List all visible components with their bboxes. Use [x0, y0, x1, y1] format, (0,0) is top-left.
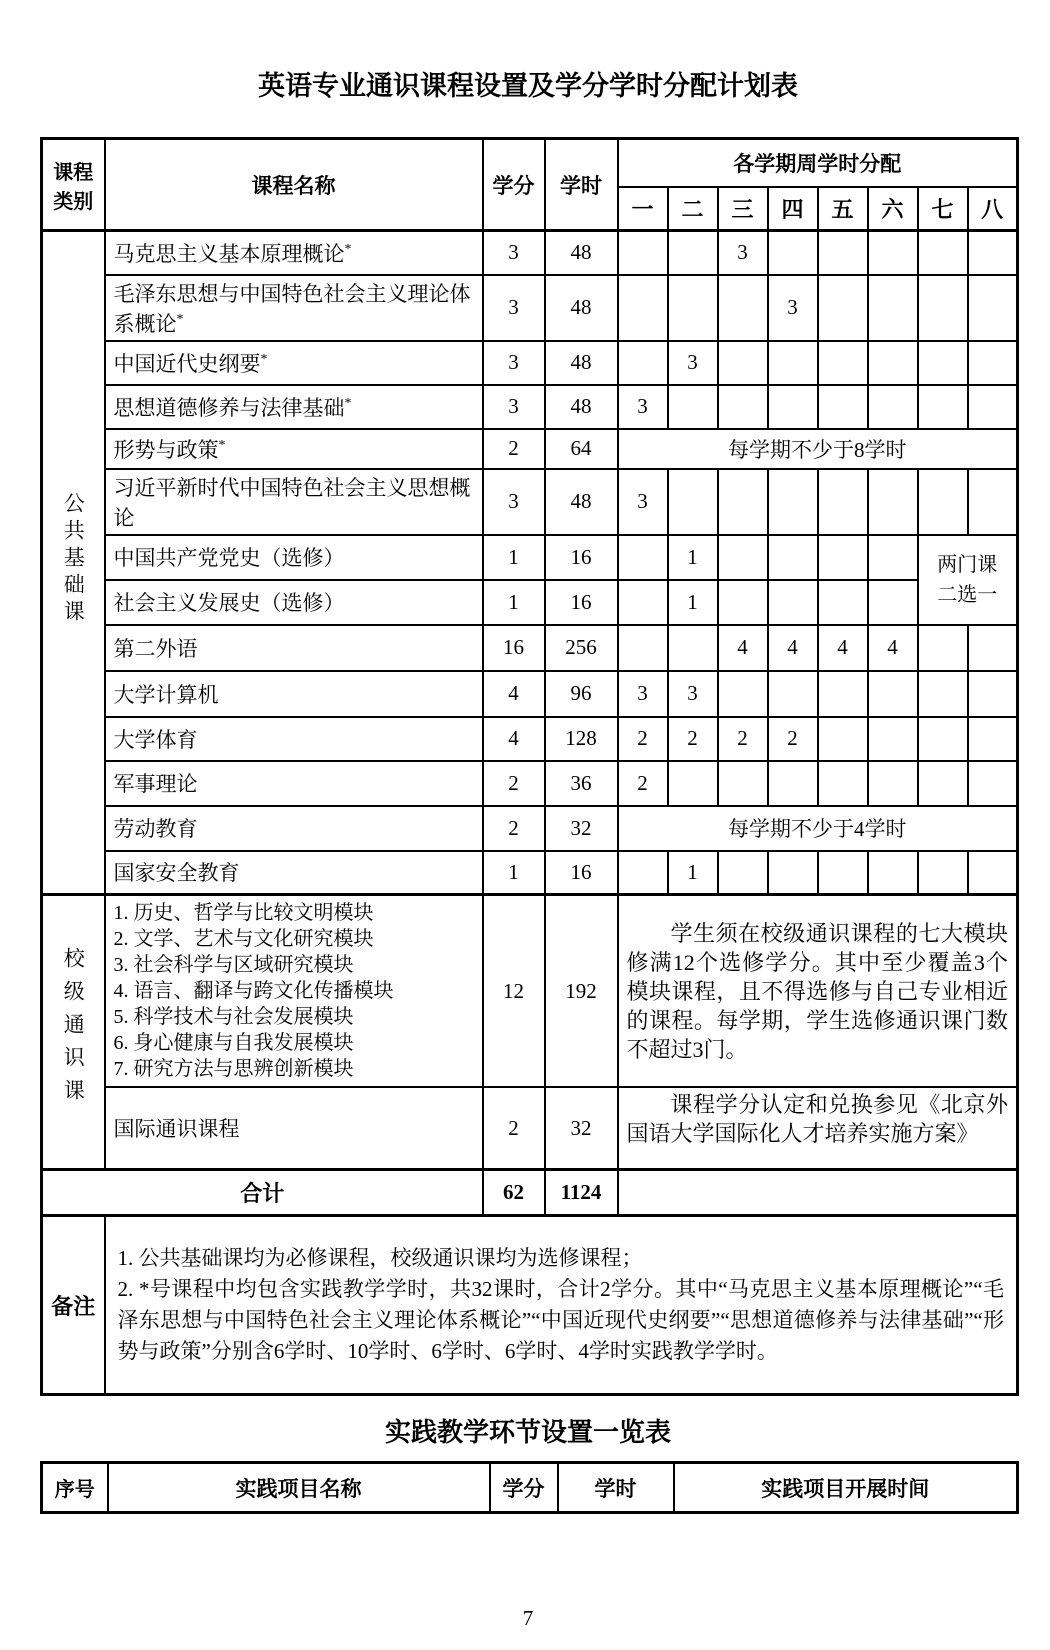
remarks-row	[42, 1216, 1018, 1395]
course-row	[42, 806, 1018, 851]
intl-course-note: 课程学分认定和兑换参见《北京外国语大学国际化人才培养实施方案》	[618, 1087, 1018, 1170]
required-star: *	[344, 395, 352, 411]
semester-cell: 2	[618, 761, 668, 806]
semester-cell	[618, 341, 668, 385]
remark-line: 1. 公共基础课均为必修课程，校级通识课均为选修课程；	[117, 1246, 643, 1270]
semester-cell	[968, 851, 1018, 895]
course-name-cell: 形势与政策*	[105, 429, 483, 469]
hours-cell: 48	[545, 385, 618, 429]
semester-cell: 3	[768, 275, 818, 341]
semester-cell	[818, 717, 868, 761]
credits-cell: 3	[483, 275, 545, 341]
total-credits: 62	[483, 1170, 545, 1216]
semester-cell	[918, 851, 968, 895]
semester-cell	[818, 851, 868, 895]
course-name-cell: 大学体育	[105, 717, 483, 761]
semester-cell	[918, 761, 968, 806]
semester-cell	[618, 851, 668, 895]
course-name-cell: 社会主义发展史（选修）	[105, 580, 483, 625]
practice-header-index: 序号	[42, 1463, 108, 1513]
credits-cell: 3	[483, 231, 545, 275]
semester-cell	[768, 231, 818, 275]
header-category: 课程类别	[42, 139, 105, 231]
semester-cell	[668, 275, 718, 341]
semester-cell	[618, 275, 668, 341]
semester-cell: 3	[718, 231, 768, 275]
course-row	[42, 535, 1018, 580]
credits-cell: 1	[483, 580, 545, 625]
semester-cell	[768, 341, 818, 385]
semester-cell	[718, 535, 768, 580]
course-row	[42, 625, 1018, 671]
semester-cell	[968, 275, 1018, 341]
semester-cell	[968, 717, 1018, 761]
credits-cell: 3	[483, 385, 545, 429]
course-name-cell: 第二外语	[105, 625, 483, 671]
semester-cell	[818, 231, 868, 275]
hours-cell: 48	[545, 231, 618, 275]
credits-cell: 3	[483, 341, 545, 385]
header-sem-2: 二	[668, 187, 718, 231]
page-title: 英语专业通识课程设置及学分学时分配计划表	[258, 71, 798, 101]
semester-cell	[668, 761, 718, 806]
hours-cell: 64	[545, 429, 618, 469]
page-number: 7	[522, 1606, 534, 1630]
semester-cell	[818, 580, 868, 625]
semester-cell	[668, 469, 718, 535]
module-item: 7. 研究方法与思辨创新模块	[113, 1058, 354, 1080]
semester-cell	[618, 231, 668, 275]
credits-cell: 4	[483, 671, 545, 717]
semester-cell	[718, 671, 768, 717]
credits-cell: 12	[483, 895, 545, 1088]
semester-cell: 3	[668, 671, 718, 717]
module-note: 学生须在校级通识课程的七大模块修满12个选修学分。其中至少覆盖3个模块课程，且不得选修与自己专业相近的课程。每学期，学生选修通识课门数不超过3门。	[618, 895, 1018, 1088]
semester-cell	[718, 385, 768, 429]
hours-cell: 48	[545, 275, 618, 341]
semester-cell	[818, 275, 868, 341]
credits-cell: 16	[483, 625, 545, 671]
course-row	[42, 717, 1018, 761]
semester-cell: 3	[668, 341, 718, 385]
course-row	[42, 275, 1018, 341]
total-hours: 1124	[545, 1170, 618, 1216]
semester-cell	[718, 761, 768, 806]
course-allocation-table	[40, 137, 1019, 1396]
header-sem-7: 七	[918, 187, 968, 231]
semester-span-note: 每学期不少于8学时	[618, 429, 1018, 469]
total-row	[42, 1170, 1018, 1216]
semester-cell	[768, 761, 818, 806]
semester-cell	[868, 275, 918, 341]
semester-cell	[868, 385, 918, 429]
course-name-cell: 国际通识课程	[105, 1087, 483, 1170]
semester-cell: 1	[668, 535, 718, 580]
hours-cell: 32	[545, 1087, 618, 1170]
semester-cell	[718, 275, 768, 341]
semester-cell	[968, 385, 1018, 429]
header-sem-1: 一	[618, 187, 668, 231]
course-row	[42, 851, 1018, 895]
header-row-1	[42, 139, 1018, 187]
practice-header-time: 实践项目开展时间	[674, 1463, 1018, 1513]
header-semester-group: 各学期周学时分配	[618, 139, 1018, 187]
semester-cell	[818, 385, 868, 429]
header-hours: 学时	[545, 139, 618, 231]
semester-cell	[918, 275, 968, 341]
semester-cell	[968, 469, 1018, 535]
semester-cell	[868, 671, 918, 717]
semester-cell	[868, 761, 918, 806]
semester-cell	[718, 580, 768, 625]
category-school-general: 校级通识课	[42, 895, 105, 1170]
practice-header-row	[42, 1463, 1018, 1513]
hours-cell: 16	[545, 851, 618, 895]
semester-cell	[868, 580, 918, 625]
module-item: 6. 身心健康与自我发展模块	[113, 1032, 354, 1054]
total-label: 合计	[42, 1170, 483, 1216]
semester-cell	[968, 625, 1018, 671]
course-name-cell: 思想道德修养与法律基础*	[105, 385, 483, 429]
course-row	[42, 429, 1018, 469]
semester-cell	[768, 671, 818, 717]
semester-cell	[718, 341, 768, 385]
semester-cell: 4	[768, 625, 818, 671]
semester-cell	[868, 535, 918, 580]
semester-cell	[818, 671, 868, 717]
course-name-cell: 中国共产党党史（选修）	[105, 535, 483, 580]
practice-table	[40, 1461, 1019, 1514]
module-item: 3. 社会科学与区域研究模块	[113, 954, 354, 976]
hours-cell: 256	[545, 625, 618, 671]
module-item: 1. 历史、哲学与比较文明模块	[113, 902, 374, 924]
header-course-name: 课程名称	[105, 139, 483, 231]
hours-cell: 48	[545, 469, 618, 535]
module-list	[105, 895, 483, 1088]
course-name-cell: 毛泽东思想与中国特色社会主义理论体系概论*	[105, 275, 483, 341]
semester-cell	[868, 717, 918, 761]
module-item: 4. 语言、翻译与跨文化传播模块	[113, 980, 394, 1002]
course-row	[42, 231, 1018, 275]
course-row	[42, 671, 1018, 717]
semester-cell	[768, 851, 818, 895]
required-star: *	[344, 241, 352, 257]
course-name-cell: 军事理论	[105, 761, 483, 806]
semester-cell	[668, 625, 718, 671]
hours-cell: 16	[545, 580, 618, 625]
semester-cell	[618, 535, 668, 580]
credits-cell: 3	[483, 469, 545, 535]
header-credits: 学分	[483, 139, 545, 231]
semester-cell: 4	[718, 625, 768, 671]
module-item: 5. 科学技术与社会发展模块	[113, 1006, 354, 1028]
course-row	[42, 341, 1018, 385]
credits-cell: 1	[483, 535, 545, 580]
semester-cell	[818, 535, 868, 580]
semester-cell	[818, 469, 868, 535]
semester-cell	[968, 761, 1018, 806]
semester-cell	[968, 231, 1018, 275]
semester-cell: 2	[668, 717, 718, 761]
module-item: 2. 文学、艺术与文化研究模块	[113, 928, 374, 950]
course-name-cell: 马克思主义基本原理概论*	[105, 231, 483, 275]
hours-cell: 96	[545, 671, 618, 717]
semester-cell	[668, 385, 718, 429]
credits-cell: 4	[483, 717, 545, 761]
semester-cell	[618, 625, 668, 671]
semester-cell	[718, 469, 768, 535]
semester-cell	[868, 341, 918, 385]
course-name-cell: 习近平新时代中国特色社会主义思想概论	[105, 469, 483, 535]
module-row	[42, 895, 1018, 1088]
semester-cell	[918, 671, 968, 717]
semester-cell	[868, 469, 918, 535]
semester-cell: 4	[818, 625, 868, 671]
required-star: *	[176, 311, 184, 327]
course-name-cell: 大学计算机	[105, 671, 483, 717]
semester-cell	[918, 341, 968, 385]
course-name-cell: 国家安全教育	[105, 851, 483, 895]
credits-cell: 2	[483, 806, 545, 851]
remarks-content	[105, 1216, 1018, 1395]
course-row	[42, 580, 1018, 625]
practice-header-credits: 学分	[490, 1463, 558, 1513]
hours-cell: 32	[545, 806, 618, 851]
credits-cell: 2	[483, 761, 545, 806]
semester-cell: 3	[618, 671, 668, 717]
credits-cell: 2	[483, 429, 545, 469]
header-sem-4: 四	[768, 187, 818, 231]
header-sem-5: 五	[818, 187, 868, 231]
remark-line: 2. *号课程中均包含实践教学学时，共32课时，合计2学分。其中“马克思主义基本原理概论”“毛泽东思想与中国特色社会主义理论体系概论”“中国近现代史纲要”“思想道德修养与法律基础”“形势与政策”分别含6学时、10学时、6学时、6学时、4学时实践教学学时。	[117, 1277, 1004, 1363]
semester-span-note: 每学期不少于4学时	[618, 806, 1018, 851]
semester-cell	[618, 580, 668, 625]
semester-cell	[768, 469, 818, 535]
course-row	[42, 761, 1018, 806]
header-sem-8: 八	[968, 187, 1018, 231]
hours-cell: 192	[545, 895, 618, 1088]
semester-cell	[768, 580, 818, 625]
semester-cell	[968, 341, 1018, 385]
semester-cell: 3	[618, 469, 668, 535]
course-name-cell: 中国近代史纲要*	[105, 341, 483, 385]
semester-cell: 4	[868, 625, 918, 671]
semester-cell	[868, 851, 918, 895]
semester-cell: 2	[768, 717, 818, 761]
hours-cell: 128	[545, 717, 618, 761]
practice-header-hours: 学时	[558, 1463, 674, 1513]
semester-cell	[718, 851, 768, 895]
course-row	[42, 385, 1018, 429]
required-star: *	[218, 437, 226, 453]
semester-cell	[768, 385, 818, 429]
semester-cell	[818, 341, 868, 385]
practice-table-title: 实践教学环节设置一览表	[384, 1418, 671, 1447]
semester-cell: 2	[618, 717, 668, 761]
semester-cell	[668, 231, 718, 275]
credits-cell: 2	[483, 1087, 545, 1170]
elective-choice-note: 两门课 二选一	[918, 535, 1018, 625]
remarks-label: 备注	[42, 1216, 105, 1395]
semester-cell	[918, 385, 968, 429]
semester-cell	[918, 717, 968, 761]
semester-cell	[918, 231, 968, 275]
semester-cell	[868, 231, 918, 275]
header-sem-6: 六	[868, 187, 918, 231]
semester-cell	[968, 671, 1018, 717]
category-public-basic: 公共基础课	[42, 231, 105, 895]
semester-cell	[818, 761, 868, 806]
hours-cell: 48	[545, 341, 618, 385]
semester-cell: 2	[718, 717, 768, 761]
hours-cell: 36	[545, 761, 618, 806]
required-star: *	[260, 351, 268, 367]
semester-cell: 3	[618, 385, 668, 429]
hours-cell: 16	[545, 535, 618, 580]
semester-cell	[918, 469, 968, 535]
course-row	[42, 1087, 1018, 1170]
course-row	[42, 469, 1018, 535]
course-name-cell: 劳动教育	[105, 806, 483, 851]
header-sem-3: 三	[718, 187, 768, 231]
credits-cell: 1	[483, 851, 545, 895]
semester-cell: 1	[668, 580, 718, 625]
practice-header-name: 实践项目名称	[108, 1463, 490, 1513]
semester-cell: 1	[668, 851, 718, 895]
total-empty-cell	[618, 1170, 1018, 1216]
semester-cell	[768, 535, 818, 580]
semester-cell	[918, 625, 968, 671]
